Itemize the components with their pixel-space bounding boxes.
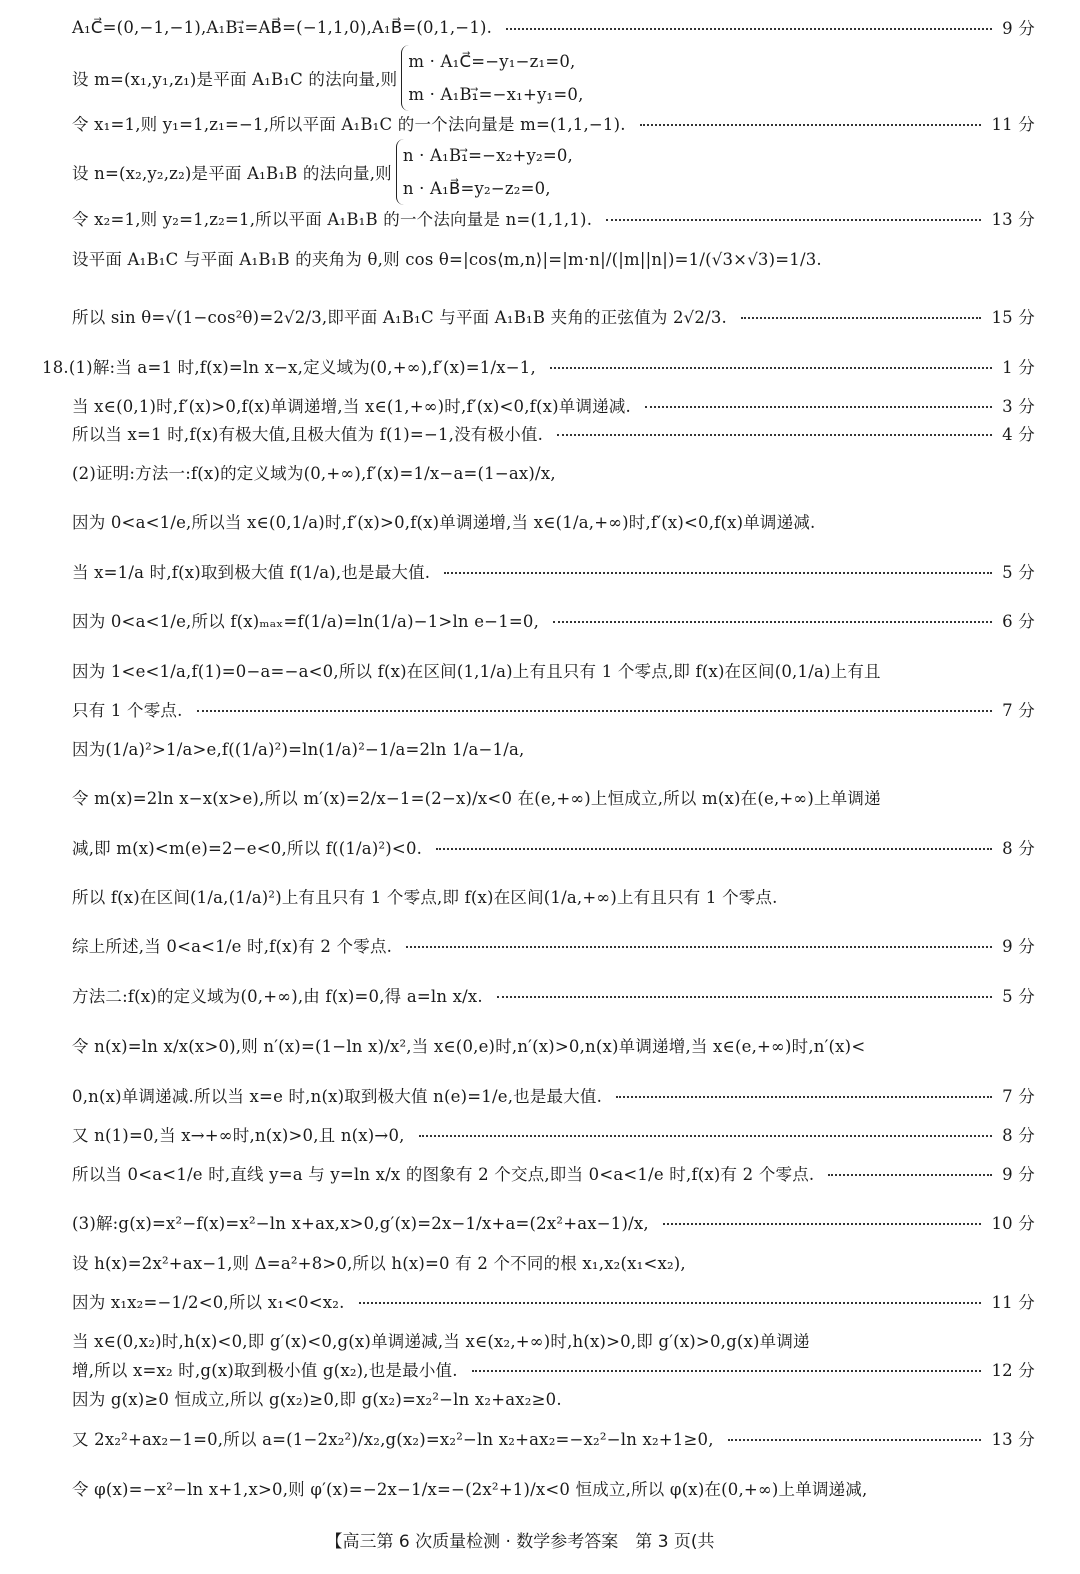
score-label: 9 分 (1002, 937, 1035, 956)
answer-line (72, 556, 1035, 586)
answer-line (72, 980, 1035, 1010)
dotted-leader (553, 621, 992, 623)
score-label: 8 分 (1002, 839, 1035, 858)
score-label: 7 分 (1002, 1087, 1035, 1106)
answer-line (72, 1325, 1035, 1355)
line-text: 又 n(1)=0,当 x→+∞时,n(x)>0,且 n(x)→0, (72, 1126, 405, 1145)
score-label: 6 分 (1002, 612, 1035, 631)
answer-line (72, 418, 1035, 448)
line-text: 因为(1/a)²>1/a>e,f((1/a)²)=ln(1/a)²−1/a=2ln 1/a−1/a, (72, 740, 525, 759)
score-label: 4 分 (1002, 425, 1035, 444)
line-text: 因为 1<e<1/a,f(1)=0−a=−a<0,所以 f(x)在区间(1,1/a)上有且只有 1 个零点,即 f(x)在区间(0,1/a)上有且 (72, 662, 881, 681)
line-text: 18.(1)解:当 a=1 时,f(x)=ln x−x,定义域为(0,+∞),f′(x)=1/x−1, (42, 358, 536, 377)
answer-line (42, 351, 1035, 381)
answer-line (72, 1158, 1035, 1188)
line-text: 所以 sin θ=√(1−cos²θ)=2√2/3,即平面 A₁B₁C 与平面 A₁B₁B 夹角的正弦值为 2√2/3. (72, 308, 727, 327)
score-label: 13 分 (991, 1430, 1035, 1449)
line-text: 综上所述,当 0<a<1/e 时,f(x)有 2 个零点. (72, 937, 393, 956)
line-text: 设 h(x)=2x²+ax−1,则 Δ=a²+8>0,所以 h(x)=0 有 2 个不同的根 x₁,x₂(x₁<x₂), (72, 1254, 686, 1273)
answer-line (72, 1286, 1035, 1316)
equation-system (396, 139, 573, 205)
line-text: 当 x∈(0,1)时,f′(x)>0,f(x)单调递增,当 x∈(1,+∞)时,f′(x)<0,f(x)单调递减. (72, 397, 631, 416)
line-text: 令 x₂=1,则 y₂=1,z₂=1,所以平面 A₁B₁B 的一个法向量是 n=(1,1,1). (72, 210, 593, 229)
score-label: 13 分 (991, 210, 1035, 229)
dotted-leader (436, 848, 992, 850)
equation: m · A₁C⃗=−y₁−z₁=0, (408, 52, 576, 71)
equation: m · A₁B₁⃗=−x₁+y₁=0, (408, 85, 584, 104)
answer-line (72, 108, 1035, 138)
answer-line (72, 1423, 1035, 1453)
answer-line (72, 832, 1035, 862)
answer-line (72, 457, 1035, 487)
dotted-leader (419, 1135, 993, 1137)
answer-line (72, 1473, 1035, 1503)
score-label: 10 分 (991, 1214, 1035, 1233)
answer-line (72, 930, 1035, 960)
dotted-leader (197, 710, 993, 712)
dotted-leader (616, 1096, 992, 1098)
score-label: 1 分 (1002, 358, 1035, 377)
answer-line (72, 243, 1035, 273)
line-text: 因为 0<a<1/e,所以当 x∈(0,1/a)时,f′(x)>0,f(x)单调递增,当 x∈(1/a,+∞)时,f′(x)<0,f(x)单调递减. (72, 513, 816, 532)
score-label: 9 分 (1002, 19, 1035, 38)
answer-line (72, 43, 1035, 113)
line-text: 令 m(x)=2ln x−x(x>e),所以 m′(x)=2/x−1=(2−x)/x<0 在(e,+∞)上恒成立,所以 m(x)在(e,+∞)上单调递 (72, 789, 881, 808)
answer-line (72, 694, 1035, 724)
score-label: 7 分 (1002, 701, 1035, 720)
dotted-leader (728, 1439, 982, 1441)
line-text: A₁C⃗=(0,−1,−1),A₁B₁⃗=AB⃗=(−1,1,0),A₁B⃗=(0,1,−1). (72, 17, 493, 37)
answer-line (72, 655, 1035, 685)
equation: n · A₁B⃗=y₂−z₂=0, (402, 179, 551, 198)
dotted-leader (606, 219, 981, 221)
score-label: 8 分 (1002, 1126, 1035, 1145)
line-text: 增,所以 x=x₂ 时,g(x)取到极小值 g(x₂),也是最小值. (72, 1361, 458, 1380)
answer-line (72, 203, 1035, 233)
answer-line (72, 1354, 1035, 1384)
score-label: 3 分 (1002, 397, 1035, 416)
line-text: 又 2x₂²+ax₂−1=0,所以 a=(1−2x₂²)/x₂,g(x₂)=x₂²−ln x₂+ax₂=−x₂²−ln x₂+1≥0, (72, 1430, 714, 1449)
line-text: 设平面 A₁B₁C 与平面 A₁B₁B 的夹角为 θ,则 cos θ=|cos⟨m,n⟩|=|m·n|/(|m||n|)=1/(√3×√3)=1/3. (72, 250, 822, 269)
answer-line (72, 506, 1035, 536)
answer-line (72, 1080, 1035, 1110)
score-label: 11 分 (991, 1293, 1035, 1312)
dotted-leader (359, 1302, 982, 1304)
line-text: 方法二:f(x)的定义域为(0,+∞),由 f(x)=0,得 a=ln x/x. (72, 987, 483, 1006)
line-text: 因为 x₁x₂=−1/2<0,所以 x₁<0<x₂. (72, 1293, 345, 1312)
equation: n · A₁B₁⃗=−x₂+y₂=0, (402, 146, 573, 165)
dotted-leader (444, 572, 992, 574)
line-text: 所以当 0<a<1/e 时,直线 y=a 与 y=ln x/x 的图象有 2 个交点,即当 0<a<1/e 时,f(x)有 2 个零点. (72, 1165, 815, 1184)
footer-text: 【高三第 6 次质量检测 · 数学参考答案 第 3 页(共 (325, 1532, 715, 1552)
dotted-leader (663, 1223, 982, 1225)
dotted-leader (557, 434, 992, 436)
score-label: 15 分 (991, 308, 1035, 327)
line-text: 设 n=(x₂,y₂,z₂)是平面 A₁B₁B 的法向量,则 (72, 164, 392, 183)
line-text: 令 n(x)=ln x/x(x>0),则 n′(x)=(1−ln x)/x²,当 x∈(0,e)时,n′(x)>0,n(x)单调递增,当 x∈(e,+∞)时,n′(x)< (72, 1037, 866, 1056)
answer-line (72, 782, 1035, 812)
dotted-leader (828, 1174, 992, 1176)
dotted-leader (640, 124, 982, 126)
line-text: 因为 g(x)≥0 恒成立,所以 g(x₂)≥0,即 g(x₂)=x₂²−ln x₂+ax₂≥0. (72, 1390, 562, 1409)
line-text: 所以当 x=1 时,f(x)有极大值,且极大值为 f(1)=−1,没有极小值. (72, 425, 544, 444)
score-label: 12 分 (991, 1361, 1035, 1380)
answer-line (72, 733, 1035, 763)
answer-line (72, 881, 1035, 911)
score-label: 5 分 (1002, 563, 1035, 582)
line-text: 令 x₁=1,则 y₁=1,z₁=−1,所以平面 A₁B₁C 的一个法向量是 m=(1,1,−1). (72, 115, 626, 134)
answer-line (72, 1207, 1035, 1237)
line-text: 设 m=(x₁,y₁,z₁)是平面 A₁B₁C 的法向量,则 (72, 70, 398, 89)
line-text: (3)解:g(x)=x²−f(x)=x²−ln x+ax,x>0,g′(x)=2x−1/x+a=(2x²+ax−1)/x, (72, 1214, 649, 1233)
answer-line (72, 1383, 1035, 1413)
dotted-leader (506, 28, 992, 30)
answer-line (72, 605, 1035, 635)
answer-line (72, 1030, 1035, 1060)
line-text: 所以 f(x)在区间(1/a,(1/a)²)上有且只有 1 个零点,即 f(x)在区间(1/a,+∞)上有且只有 1 个零点. (72, 888, 778, 907)
line-text: 0,n(x)单调递减.所以当 x=e 时,n(x)取到极大值 n(e)=1/e,也是最大值. (72, 1087, 603, 1106)
answer-line (72, 1247, 1035, 1277)
line-text: 减,即 m(x)<m(e)=2−e<0,所以 f((1/a)²)<0. (72, 839, 423, 858)
score-label: 11 分 (991, 115, 1035, 134)
dotted-leader (472, 1370, 982, 1372)
line-text: 因为 0<a<1/e,所以 f(x)ₘₐₓ=f(1/a)=ln(1/a)−1>ln e−1=0, (72, 612, 540, 631)
score-label: 9 分 (1002, 1165, 1035, 1184)
score-label: 5 分 (1002, 987, 1035, 1006)
line-text: 当 x=1/a 时,f(x)取到极大值 f(1/a),也是最大值. (72, 563, 431, 582)
answer-line (72, 12, 1035, 42)
line-text: 令 φ(x)=−x²−ln x+1,x>0,则 φ′(x)=−2x−1/x=−(2x²+1)/x<0 恒成立,所以 φ(x)在(0,+∞)上单调递减, (72, 1480, 868, 1499)
answer-line (72, 301, 1035, 331)
line-text: 只有 1 个零点. (72, 701, 183, 720)
equation-system (401, 45, 583, 111)
line-text: 当 x∈(0,x₂)时,h(x)<0,即 g′(x)<0,g(x)单调递减,当 x∈(x₂,+∞)时,h(x)>0,即 g′(x)>0,g(x)单调递 (72, 1332, 810, 1351)
dotted-leader (550, 367, 992, 369)
dotted-leader (406, 946, 992, 948)
answer-line (72, 1119, 1035, 1149)
line-text: (2)证明:方法一:f(x)的定义域为(0,+∞),f′(x)=1/x−a=(1−ax)/x, (72, 464, 556, 483)
dotted-leader (645, 406, 992, 408)
page-footer (0, 1527, 1080, 1552)
dotted-leader (497, 996, 992, 998)
dotted-leader (741, 317, 981, 319)
answer-line (72, 390, 1035, 420)
answer-line (72, 137, 1035, 207)
